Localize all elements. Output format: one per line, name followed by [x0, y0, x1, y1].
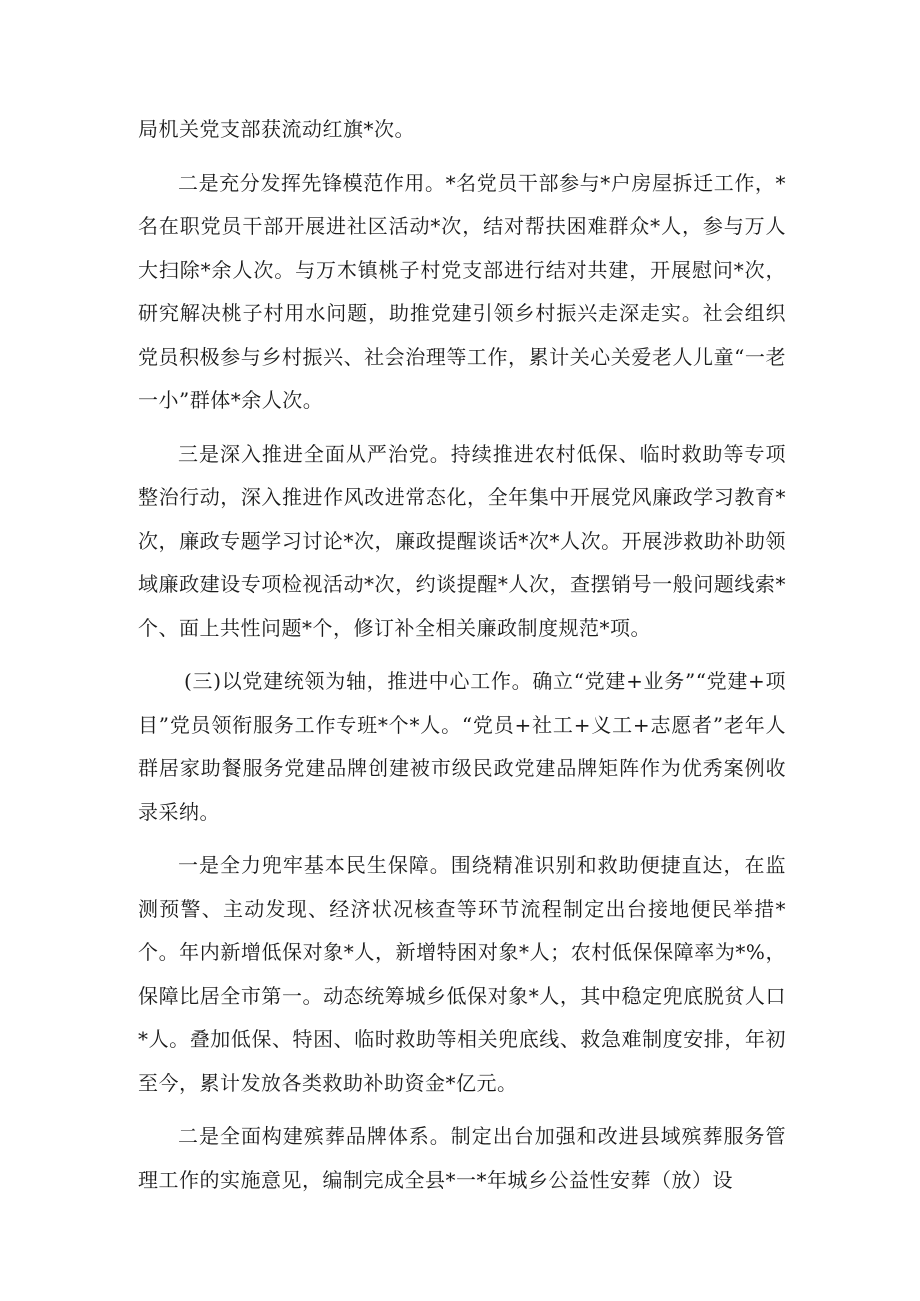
document-body [138, 108, 786, 1212]
paragraph-continuation: 局机关党支部获流动红旗*次。 [138, 117, 415, 141]
section-heading-three: (三)以党建统领为轴，推进中心工作。确立“党建+业务”“党建+项目”党员领衔服务工作专班*个*人。“党员+社工+义工+志愿者”老年人群居家助餐服务党建品牌创建被市级民政党建品牌矩阵作为优秀案例收录采纳。 [138, 669, 786, 824]
paragraph-livelihood-security: 一是全力兜牢基本民生保障。围绕精准识别和救助便捷直达，在监测预警、主动发现、经济状况核查等环节流程制定出台接地便民举措*个。年内新增低保对象*人，新增特困对象*人；农村低保保障率为*%，保障比居全市第一。动态统筹城乡低保对象*人，其中稳定兜底脱贫人口*人。叠加低保、特困、临时救助等相关兜底线、救急难制度安排，年初至今，累计发放各类救助补助资金*亿元。 [138, 853, 786, 1095]
paragraph-strict-governance: 三是深入推进全面从严治党。持续推进农村低保、临时救助等专项整治行动，深入推进作风改进常态化，全年集中开展党风廉政学习教育*次，廉政专题学习讨论*次，廉政提醒谈话*次*人次。开展涉救助补助领域廉政建设专项检视活动*次，约谈提醒*人次，查摆销号一般问题线索*个、面上共性问题*个，修订补全相关廉政制度规范*项。 [138, 441, 786, 640]
paragraph-pioneer-role: 二是充分发挥先锋模范作用。*名党员干部参与*户房屋拆迁工作，*名在职党员干部开展进社区活动*次，结对帮扶困难群众*人，参与万人大扫除*余人次。与万木镇桃子村党支部进行结对共建，开展慰问*次，研究解决桃子村用水问题，助推党建引领乡村振兴走深走实。社会组织党员积极参与乡村振兴、社会治理等工作，累计关心关爱老人儿童“一老一小”群体*余人次。 [138, 170, 786, 412]
paragraph-funeral-system: 二是全面构建殡葬品牌体系。制定出台加强和改进县域殡葬服务管理工作的实施意见，编制完成全县*一*年城乡公益性安葬（放）设 [138, 1124, 786, 1192]
